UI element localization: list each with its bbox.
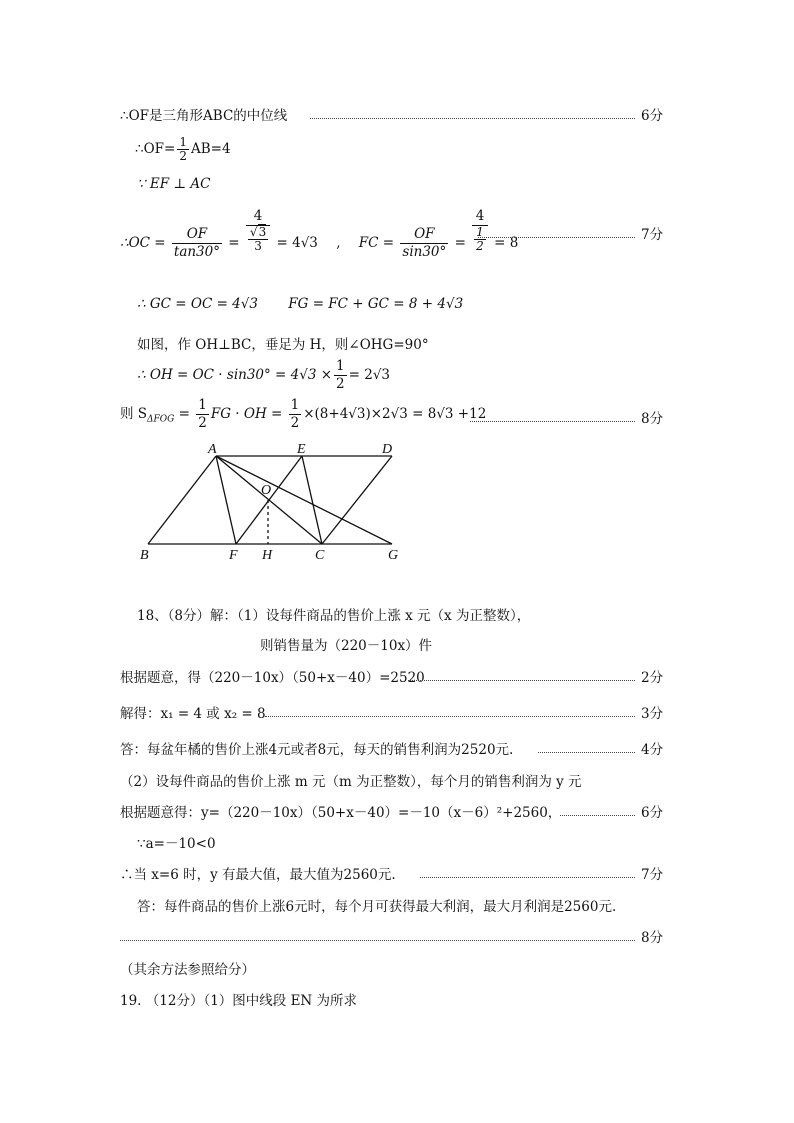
proof-line-3: ∵ EF ⊥ AC [137, 176, 211, 192]
equals: = [178, 406, 190, 422]
score-label: 8分 [641, 411, 664, 427]
oh-fraction [334, 358, 347, 393]
area-prefix: 则 S [120, 406, 148, 422]
proof-line-2 [135, 136, 231, 163]
score-label: 3分 [641, 706, 664, 722]
fraction [177, 136, 189, 163]
fc-nested-den-den: 2 [476, 239, 484, 253]
fc-nested-den-frac [474, 226, 486, 253]
oc-nested-den [246, 226, 270, 253]
segment-AG [216, 456, 392, 544]
dot-leader [478, 237, 635, 238]
q18-eq2: 根据题意得：y=（220－10x）（50+x－40）=－10（x－6）²+2560， [120, 805, 562, 821]
proof-line-4: ∴OC = $\frac{OF}{\tan 30^\circ}$ = $\frac{4}{\frac{√3}{3}}$ = 4√3 , FC = $\frac{OF}{\sin 30^\circ}$ = $\frac{4}{\frac{1}{2}}$ = 8 [120, 208, 519, 260]
q18-note: （其余方法参照给分） [120, 962, 255, 978]
oh-suffix: = 2√3 [348, 367, 391, 383]
q18-answer-1: 答：每盆年橘的售价上涨4元或者8元，每天的销售利润为2520元. [120, 742, 514, 758]
q18-sub: 则销售量为（220－10x）件 [260, 638, 433, 654]
area-fraction-1-den: 2 [198, 415, 207, 431]
area-fraction-2-den: 2 [290, 415, 300, 431]
score-label: 7分 [641, 867, 664, 883]
q18-answer-2: 答：每件商品的售价上涨6元时，每个月可获得最大利润，最大月利润是2560元. [137, 899, 617, 915]
oc-nested-den-den: 3 [254, 239, 262, 253]
oc-result: = 4√3 [276, 235, 318, 251]
area-fraction-1-num: 1 [198, 397, 207, 413]
label-C: C [315, 548, 325, 563]
segment-EC [302, 456, 322, 544]
segment-EF [236, 456, 302, 544]
area-fraction-2-num: 1 [290, 397, 300, 413]
area-mid: FG · OH = [210, 406, 283, 422]
fc-nested-den-num: 1 [476, 225, 484, 239]
label-O: O [261, 483, 272, 498]
q18-condition: ∵a=－10<0 [137, 836, 216, 852]
area-fraction-2 [289, 397, 302, 432]
proof-line-7 [137, 358, 390, 393]
dot-leader [560, 815, 635, 816]
oh-fraction-num: 1 [336, 358, 345, 374]
dot-leader [420, 877, 635, 878]
label-D: D [382, 442, 393, 457]
oh-prefix: ∴ OH = OC · sin30° = 4√3 × [137, 367, 333, 383]
q18-title: 18、（8分）解：（1）设每件商品的售价上涨 x 元（x 为正整数）， [137, 608, 531, 624]
q18-part2: （2）设每件商品的售价上涨 m 元（m 为正整数），每个月的销售利润为 y 元 [120, 774, 582, 790]
label-F: F [229, 548, 238, 563]
sqrt-radicand: 3 [258, 225, 267, 239]
fraction-denominator: 2 [179, 149, 187, 163]
oc-nested-fraction [246, 208, 270, 253]
oc-lhs: ∴OC = [120, 235, 166, 251]
proof-line-1 [120, 104, 287, 124]
oc-fraction-den: tan30° [173, 244, 220, 260]
q18-eq1: 根据题意，得（220－10x）（50+x－40）=2520 [120, 670, 425, 686]
label-B: B [140, 548, 149, 563]
proof-line-2-suffix: AB=4 [190, 141, 231, 157]
oc-fraction [172, 226, 222, 261]
q19-title: 19. （12分）（1）图中线段 EN 为所求 [120, 993, 358, 1009]
dot-leader [310, 118, 635, 119]
dot-leader [538, 752, 635, 753]
proof-line-5 [137, 296, 463, 312]
q18-solution: 解得：x₁ = 4 或 x₂ = 8 [120, 706, 266, 722]
q18-max: ∴当 x=6 时，y 有最大值，最大值为2560元. [120, 867, 396, 883]
dot-leader [120, 940, 635, 941]
fc-fraction-den: sin30° [402, 244, 447, 260]
fc-fraction [400, 226, 448, 261]
separator: , [336, 235, 341, 251]
label-G: G [388, 548, 399, 563]
proof-line-1-text: ∴OF是三角形ABC的中位线 [120, 108, 288, 124]
score-label: 8分 [641, 930, 664, 946]
proof-line-2-prefix: ∴OF= [135, 141, 176, 157]
fc-fraction-num: OF [400, 226, 448, 244]
proof-line-8 [120, 397, 486, 432]
segment-AC [216, 456, 322, 544]
fc-result: = 8 [494, 235, 519, 251]
label-E: E [297, 442, 306, 457]
proof-line-6: 如图，作 OH⊥BC，垂足为 H，则∠OHG=90° [137, 337, 429, 353]
segment-AB [148, 456, 216, 544]
fc-nested-den [472, 226, 488, 253]
fc-nested-num: 4 [472, 208, 488, 226]
fg-eq: FG = FC + GC = 8 + 4√3 [288, 296, 464, 312]
oh-fraction-den: 2 [336, 376, 345, 392]
score-label: 7分 [641, 227, 664, 243]
score-label: 6分 [641, 108, 664, 124]
fc-nested-fraction [472, 208, 488, 253]
fc-lhs: FC = [358, 235, 395, 251]
oc-nested-den-frac: $\frac{√3}{3}$ [249, 225, 267, 253]
label-H: H [262, 548, 273, 563]
segment-DC [322, 456, 392, 544]
dot-leader [470, 421, 635, 422]
oc-fraction-num: OF [172, 226, 222, 244]
segment-AF [216, 456, 236, 544]
score-label: 4分 [641, 742, 664, 758]
gc-eq: ∴ GC = OC = 4√3 [137, 296, 258, 312]
score-label: 6分 [641, 805, 664, 821]
oc-nested-num: 4 [246, 208, 270, 226]
fraction-numerator: 1 [179, 135, 187, 149]
area-subscript: ΔFOG [147, 414, 175, 425]
score-label: 2分 [641, 670, 664, 686]
area-suffix: ×(8+4√3)×2√3 = 8√3 +12 [303, 406, 487, 422]
dot-leader [265, 716, 635, 717]
dot-leader [408, 680, 635, 681]
label-A: A [208, 442, 217, 457]
area-fraction-1 [196, 397, 209, 432]
